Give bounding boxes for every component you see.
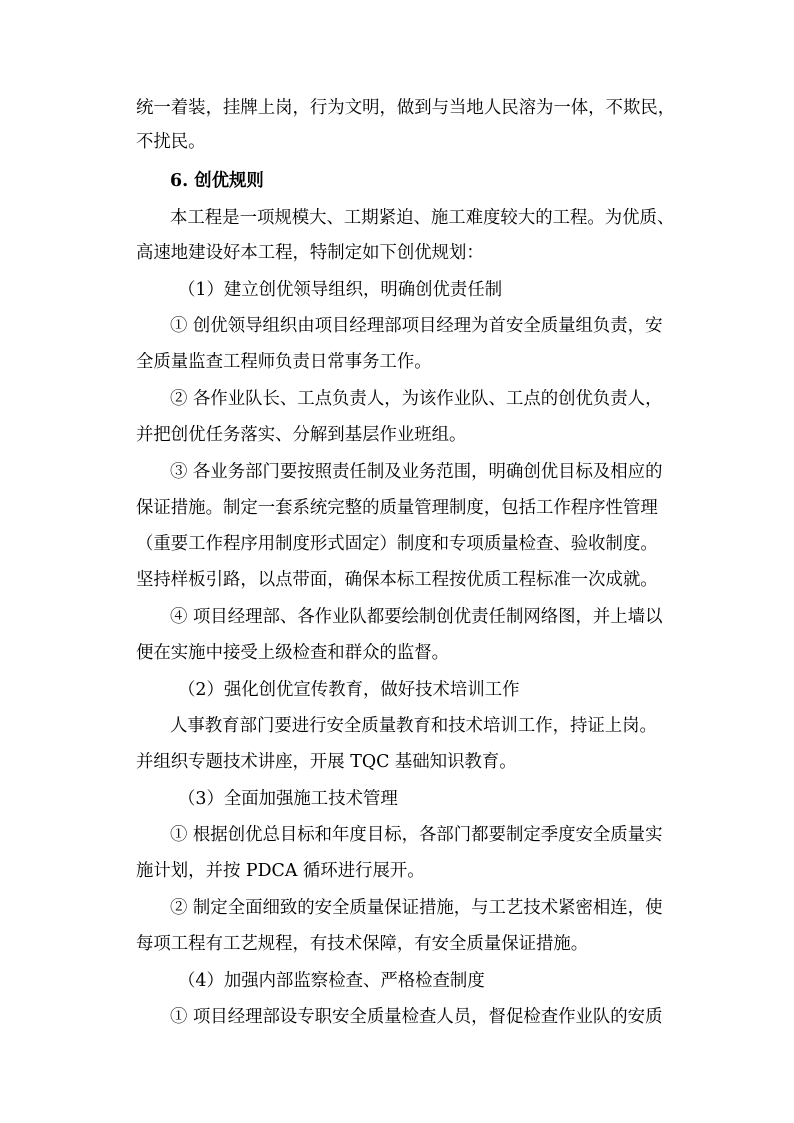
list-item-line: 施计划，并按 PDCA 循环进行展开。 [136,861,425,881]
list-item-line: 便在实施中接受上级检查和群众的监督。 [136,643,450,663]
list-item-line: （重要工作程序用制度形式固定）制度和专项质量检查、验收制度。 [136,534,658,554]
list-item-line: ② 各作业队长、工点负责人，为该作业队、工点的创优负责人， [170,389,663,409]
list-item-line: ③ 各业务部门要按照责任制及业务范围，明确创优目标及相应的 [170,462,663,482]
subsection-title: （2）强化创优宣传教育，做好技术培训工作 [178,680,520,700]
list-item-line: 坚持样板引路，以点带面，确保本标工程按优质工程标准一次成就。 [136,570,658,590]
list-item-line: ① 创优领导组织由项目经理部项目经理为首安全质量组负责，安 [170,316,663,336]
subsection-title: （4）加强内部监察检查、严格检查制度 [178,971,485,991]
list-item-line: ④ 项目经理部、各作业队都要绘制创优责任制网络图，并上墙以 [170,607,663,627]
subsection-title: （1）建立创优领导组织，明确创优责任制 [178,280,503,300]
list-item-line: 保证措施。制定一套系统完整的质量管理制度，包括工作程序性管理 [136,498,658,518]
paragraph-line: 人事教育部门要进行安全质量教育和技术培训工作，持证上岗。 [170,716,657,736]
list-item-line: 全质量监查工程师负责日常事务工作。 [136,352,432,372]
paragraph-line: 本工程是一项规模大、工期紧迫、施工难度较大的工程。为优质、 [170,208,675,228]
section-heading: 6. 创优规则 [170,171,264,191]
paragraph-line: 不扰民。 [136,132,206,152]
subsection-title: （3）全面加强施工技术管理 [178,789,398,809]
list-item-line: ① 项目经理部设专职安全质量检查人员，督促检查作业队的安质 [170,1007,663,1027]
paragraph-line: 统一着装，挂牌上岗，行为文明，做到与当地人民溶为一体，不欺民， [136,98,676,118]
list-item-line: 每项工程有工艺规程，有技术保障，有安全质量保证措施。 [136,934,589,954]
paragraph-line: 高速地建设好本工程，特制定如下创优规划： [136,243,484,263]
list-item-line: ② 制定全面细致的安全质量保证措施，与工艺技术紧密相连，使 [170,898,663,918]
list-item-line: ① 根据创优总目标和年度目标，各部门都要制定季度安全质量实 [170,825,663,845]
paragraph-line: 并组织专题技术讲座，开展 TQC 基础知识教育。 [136,752,517,772]
list-item-line: 并把创优任务落实、分解到基层作业班组。 [136,425,467,445]
